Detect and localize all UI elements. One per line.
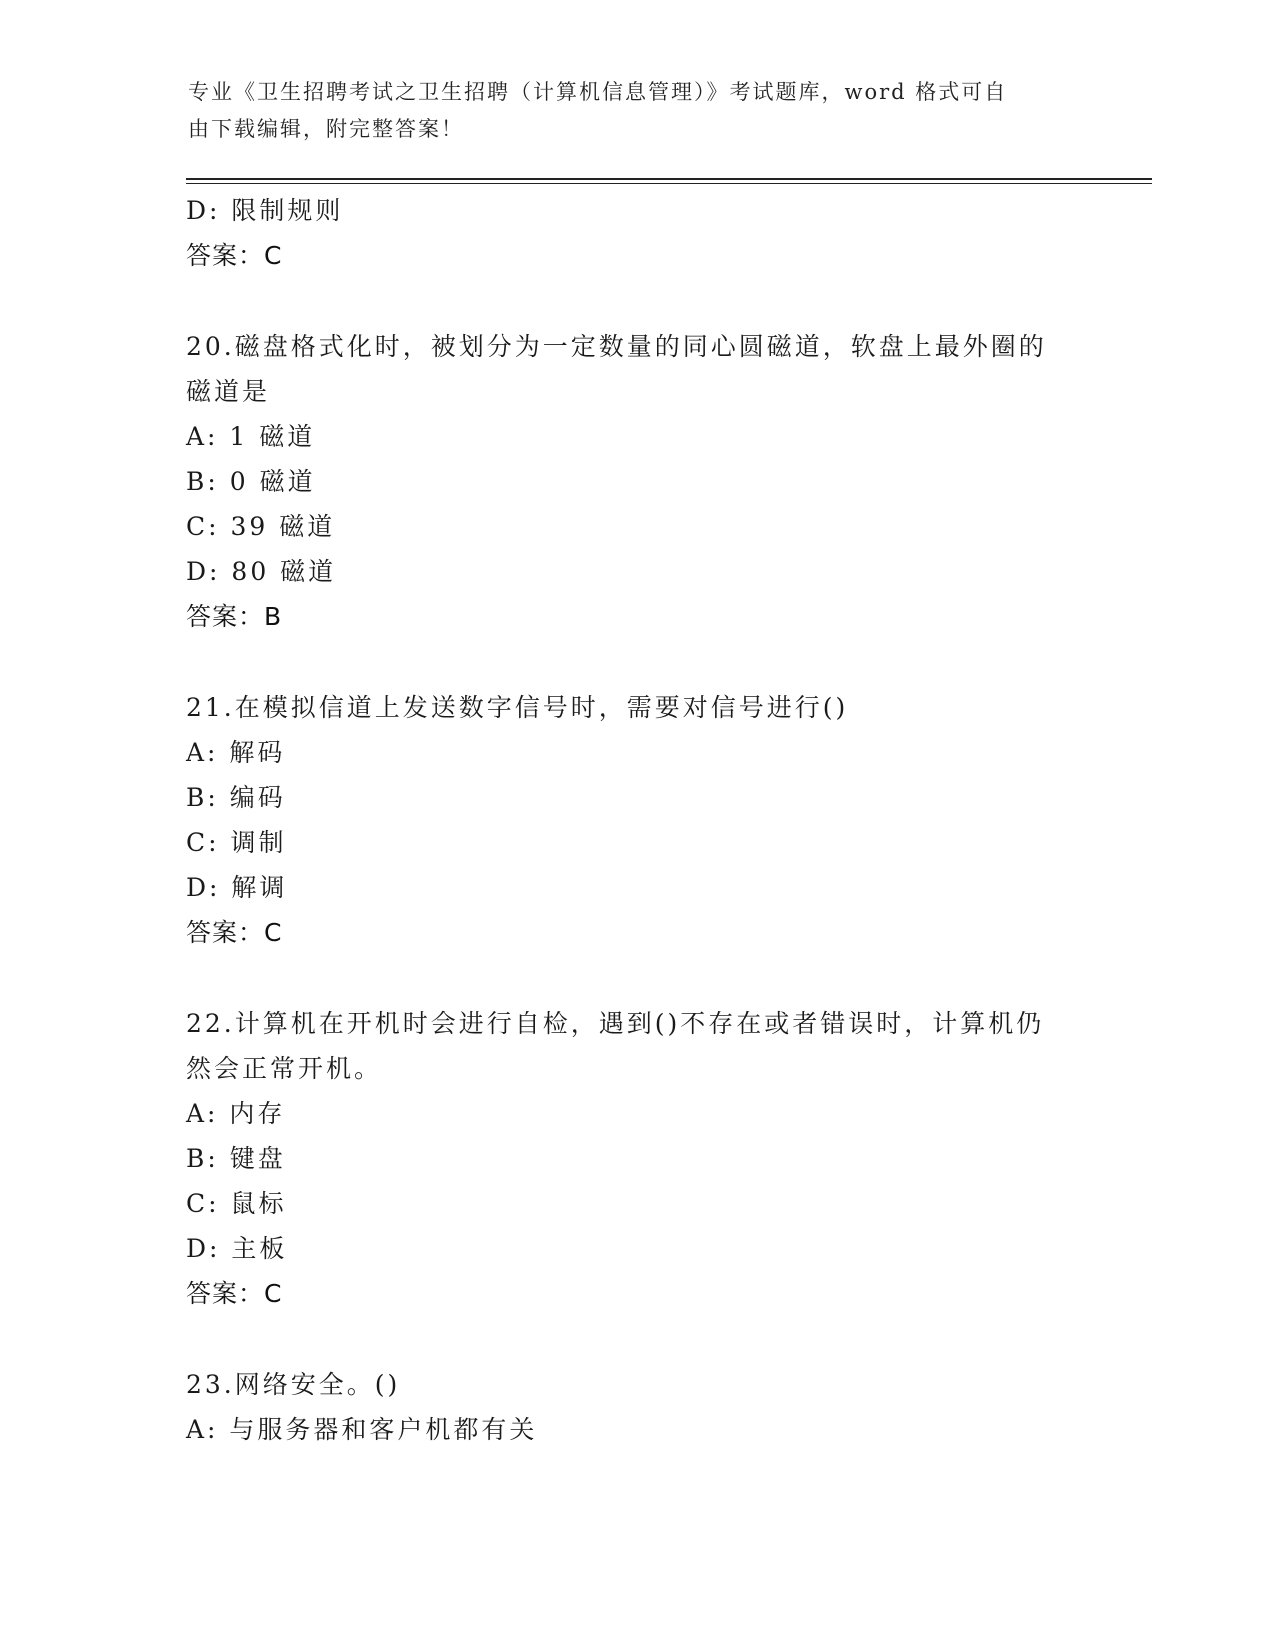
option-d: D: 限制规则 xyxy=(186,196,344,225)
question-23 xyxy=(186,1362,1086,1452)
header-divider-thin xyxy=(186,183,1152,184)
spacer xyxy=(186,956,1086,1001)
option-c: C: 鼠标 xyxy=(186,1189,287,1218)
question-text: 21.在模拟信道上发送数字信号时，需要对信号进行() xyxy=(186,693,849,722)
option-a: A: 内存 xyxy=(186,1099,286,1128)
answer-label: 答案：B xyxy=(186,602,283,631)
option-d: D: 主板 xyxy=(186,1234,288,1263)
option-d: D: 解调 xyxy=(186,873,288,902)
option-a: A: 解码 xyxy=(186,738,286,767)
option-d: D: 80 磁道 xyxy=(186,557,337,586)
question-text: 22.计算机在开机时会进行自检，遇到()不存在或者错误时，计算机仍 xyxy=(186,1009,1045,1038)
option-b: B: 0 磁道 xyxy=(186,467,316,496)
question-text-cont: 然会正常开机。 xyxy=(186,1054,383,1083)
question-20 xyxy=(186,324,1086,640)
spacer xyxy=(186,640,1086,685)
document-header xyxy=(188,74,1088,148)
question-22 xyxy=(186,1001,1086,1317)
option-c: C: 调制 xyxy=(186,828,287,857)
spacer xyxy=(186,1317,1086,1362)
header-divider-thick xyxy=(186,178,1152,180)
option-c: C: 39 磁道 xyxy=(186,512,336,541)
header-line-1: 专业《卫生招聘考试之卫生招聘（计算机信息管理）》考试题库，word 格式可自 xyxy=(188,80,1008,104)
question-list xyxy=(186,188,1086,1452)
header-line-2: 由下载编辑，附完整答案！ xyxy=(188,117,464,141)
spacer xyxy=(186,279,1086,324)
answer-label: 答案：C xyxy=(186,241,283,270)
question-text: 23.网络安全。() xyxy=(186,1370,401,1399)
option-a: A: 与服务器和客户机都有关 xyxy=(186,1415,538,1444)
option-b: B: 编码 xyxy=(186,783,286,812)
question-text-cont: 磁道是 xyxy=(186,377,271,406)
option-b: B: 键盘 xyxy=(186,1144,286,1173)
answer-label: 答案：C xyxy=(186,1279,283,1308)
question-21 xyxy=(186,685,1086,956)
option-a: A: 1 磁道 xyxy=(186,422,316,451)
answer-label: 答案：C xyxy=(186,918,283,947)
question-text: 20.磁盘格式化时，被划分为一定数量的同心圆磁道，软盘上最外圈的 xyxy=(186,332,1047,361)
